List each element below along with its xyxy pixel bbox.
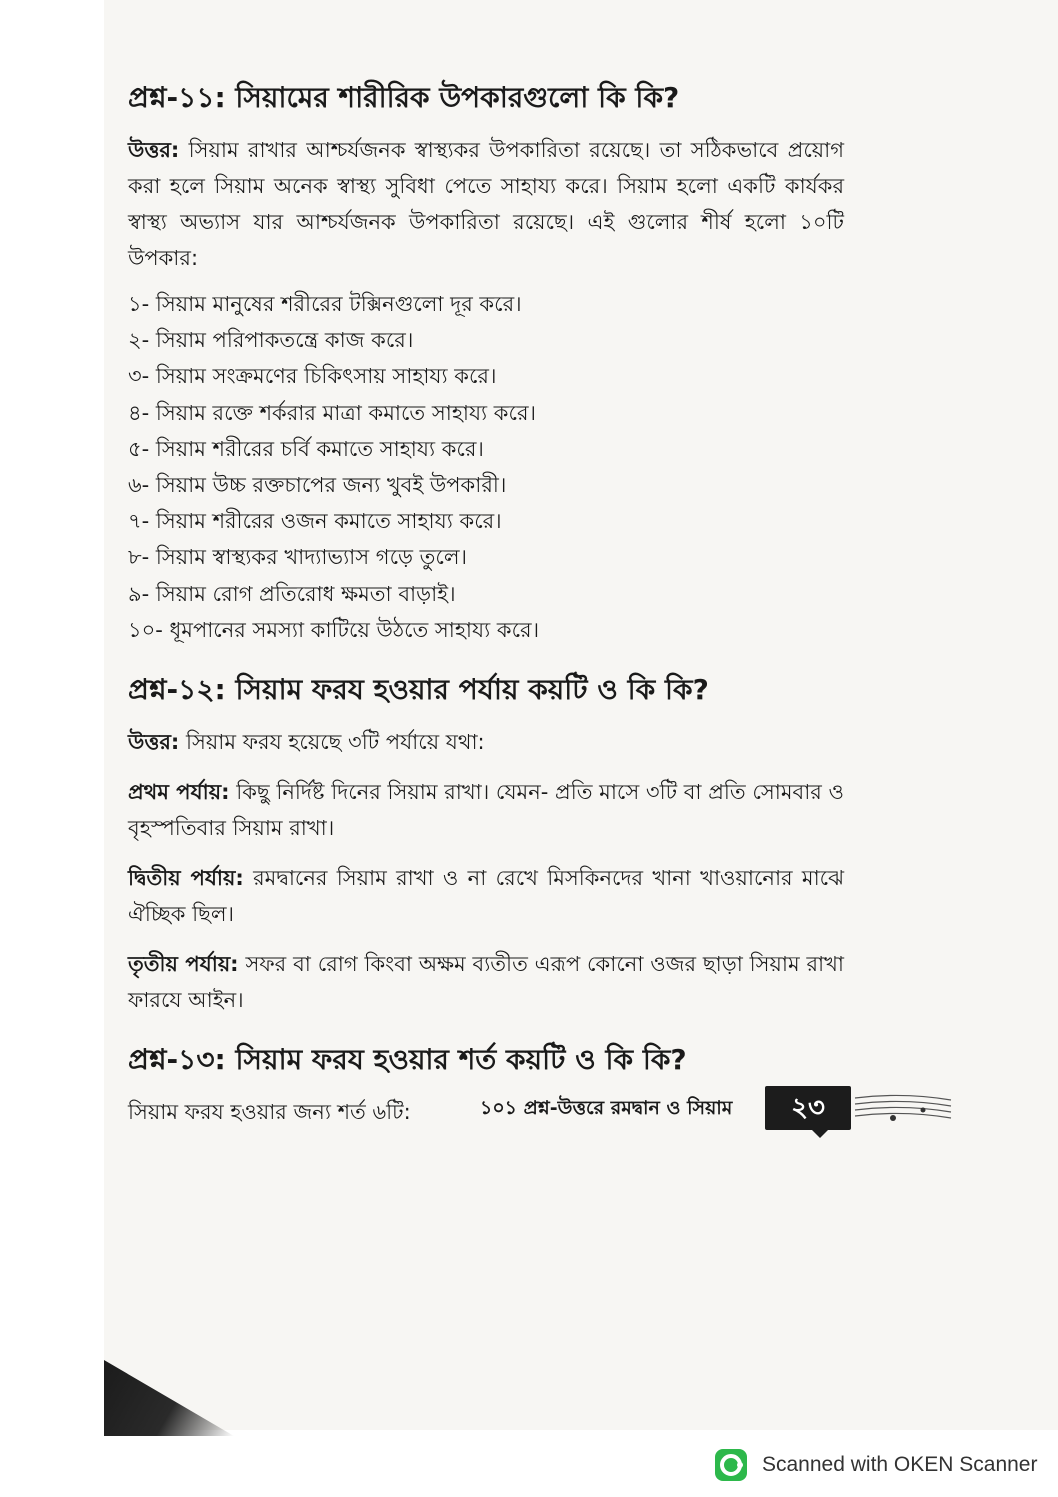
question-13-heading: প্রশ্ন-১৩: সিয়াম ফরয হওয়ার শর্ত কয়টি ও কি কি? [128,1043,687,1077]
scanner-label: Scanned with OKEN Scanner [762,1453,1038,1476]
stage-2-text: রমদ্বানের সিয়াম রাখা ও না রেখে মিসকিনদের খানা খাওয়ানোর মাঝে ঐচ্ছিক ছিল। [128,866,844,927]
list-item: ৬- সিয়াম উচ্চ রক্তচাপের জন্য খুবই উপকারী। [128,473,507,498]
benefits-list [128,286,844,648]
list-item: ৫- সিয়াম শরীরের চর্বি কমাতে সাহায্য করে। [128,436,484,461]
stage-1 [128,774,844,846]
stage-1-text: কিছু নির্দিষ্ট দিনের সিয়াম রাখা। যেমন- প্রতি মাসে ৩টি বা প্রতি সোমবার ও বৃহস্পতিবার সিয়াম রাখা। [128,780,844,841]
list-item: ৩- সিয়াম সংক্রমণের চিকিৎসায় সাহায্য করে। [128,364,497,389]
question-12-heading: প্রশ্ন-১২: সিয়াম ফরয হওয়ার পর্যায় কয়টি ও কি কি? [128,673,709,707]
question-11-answer [128,132,844,276]
list-item: ৮- সিয়াম স্বাস্থ্যকর খাদ্যাভ্যাস গড়ে তুলে। [128,545,468,570]
scanner-watermark [704,1436,1058,1494]
list-item: ৭- সিয়াম শরীরের ওজন কমাতে সাহায্য করে। [128,509,502,534]
list-item: ২- সিয়াম পরিপাকতন্ত্রে কাজ করে। [128,328,414,353]
stage-3 [128,946,844,1018]
page-footer [480,1082,960,1132]
music-staff-ornament [853,1088,953,1128]
answer-label: উত্তর: [128,138,180,162]
stage-2 [128,860,844,932]
question-12-answer [128,724,844,760]
question-11-heading: প্রশ্ন-১১: সিয়ামের শারীরিক উপকারগুলো কি কি? [128,81,680,114]
list-item: ১- সিয়াম মানুষের শরীরের টক্সিনগুলো দূর করে। [128,292,522,316]
stage-2-label: দ্বিতীয় পর্যায়: [128,866,244,891]
answer-text: সিয়াম ফরয হয়েছে ৩টি পর্যায়ে যথা: [186,730,485,755]
book-title: ১০১ প্রশ্ন-উত্তরে রমদ্বান ও সিয়াম [480,1097,733,1119]
question-13-intro: সিয়াম ফরয হওয়ার জন্য শর্ত ৬টি: [128,1100,411,1125]
answer-label: উত্তর: [128,730,180,755]
scan-left-margin [0,0,104,1497]
stage-3-text: সফর বা রোগ কিংবা অক্ষম ব্যতীত এরূপ কোনো ওজর ছাড়া সিয়াম রাখা ফারযে আইন। [128,952,844,1013]
list-item: ৯- সিয়াম রোগ প্রতিরোধ ক্ষমতা বাড়াই। [128,581,456,606]
list-item: ৪- সিয়াম রক্তে শর্করার মাত্রা কমাতে সাহায্য করে। [128,400,537,425]
page-number: ২৩ [765,1086,851,1130]
stage-3-label: তৃতীয় পর্যায়: [128,952,239,977]
list-item: ১০- ধূমপানের সমস্যা কাটিয়ে উঠতে সাহায্য করে। [128,617,540,642]
answer-text: সিয়াম রাখার আশ্চর্যজনক স্বাস্থ্যকর উপকারিতা রয়েছে। তা সঠিকভাবে প্রয়োগ করা হলে সিয়াম অনেক স্বাস্থ্য সুবিধা পেতে সাহায্য করে। সিয়াম হলো একটি কার্যকর স্বাস্থ্য অভ্যাস যার আশ্চর্যজনক উপকারিতা রয়েছে। এই গুলোর শীর্ষ হলো ১০টি উপকার: [128,138,844,270]
stage-1-label: প্রথম পর্যায়: [128,780,230,805]
oken-scanner-logo-icon [714,1448,748,1482]
page-content [128,78,844,1130]
page-number-tail [810,1128,830,1138]
